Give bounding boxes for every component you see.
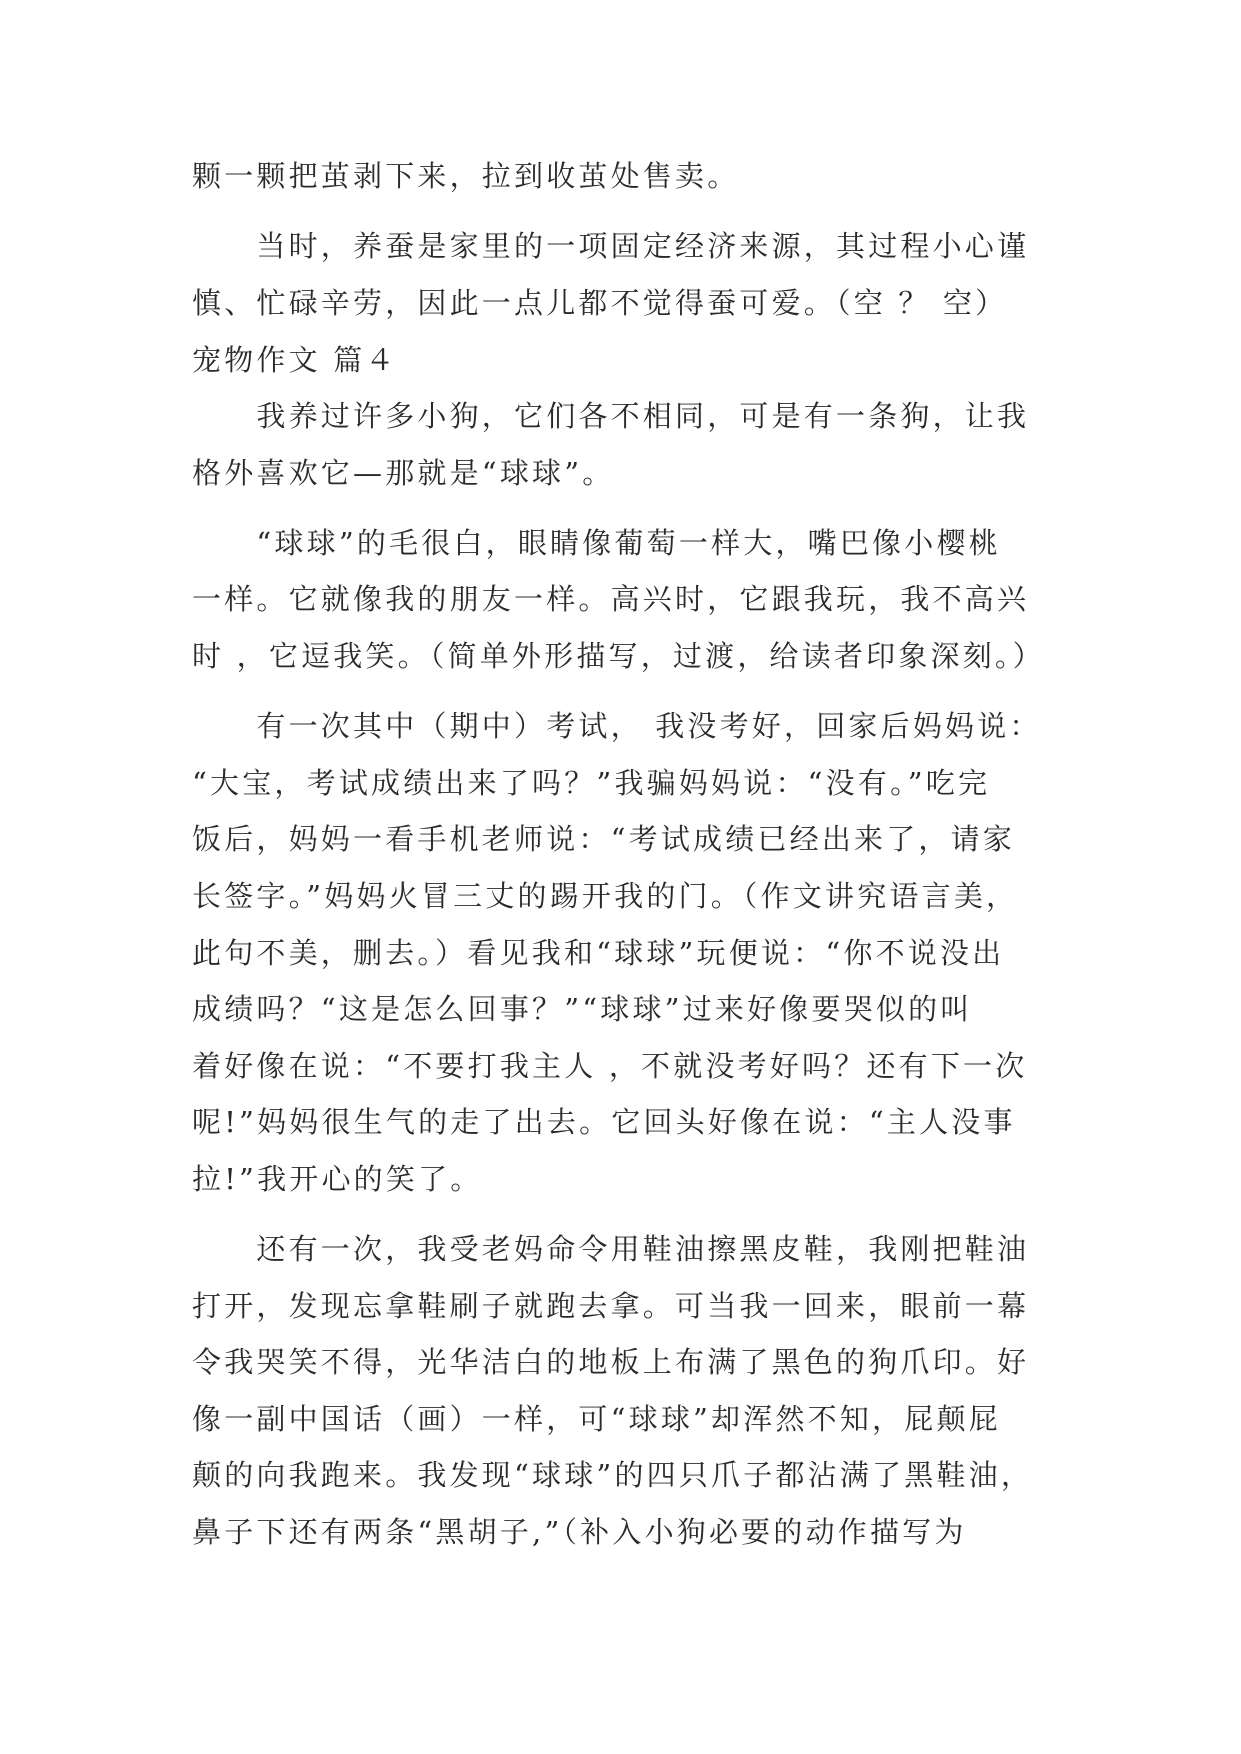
text-line-2: 当时，养蚕是家里的一项固定经济来源，其过程小心谨 <box>192 229 1030 263</box>
text-line-14: 此句不美，删去。）看见我和“球球”玩便说：“你不说没出 <box>192 936 1005 970</box>
text-line-20: 打开，发现忘拿鞋刷子就跑去拿。可当我一回来，眼前一幕 <box>192 1289 1030 1323</box>
text-line-8: 一样。它就像我的朋友一样。高兴时，它跟我玩，我不高兴 <box>192 582 1030 616</box>
text-line-1: 颗一颗把茧剥下来，拉到收茧处售卖。 <box>192 159 740 193</box>
text-line-10: 有一次其中（期中）考试， 我没考好，回家后妈妈说： <box>192 709 1042 743</box>
section-heading: 宠物作文 篇４ <box>192 343 398 377</box>
text-line-15: 成绩吗？“这是怎么回事？”“球球”过来好像要哭似的叫 <box>192 992 973 1026</box>
text-line-16: 着好像在说：“不要打我主人 ，不就没考好吗？还有下一次 <box>192 1049 1028 1083</box>
text-line-5: 我养过许多小狗，它们各不相同，可是有一条狗，让我 <box>192 399 1030 433</box>
text-line-24: 鼻子下还有两条“黑胡子,”（补入小狗必要的动作描写为 <box>192 1515 967 1549</box>
text-line-12: 饭后，妈妈一看手机老师说：“考试成绩已经出来了，请家 <box>192 822 1016 856</box>
text-line-21: 令我哭笑不得，光华洁白的地板上布满了黑色的狗爪印。好 <box>192 1345 1030 1379</box>
text-line-11: “大宝，考试成绩出来了吗？”我骗妈妈说：“没有。”吃完 <box>192 766 991 800</box>
text-line-13: 长签字。”妈妈火冒三丈的踢开我的门。（作文讲究语言美， <box>192 879 1019 913</box>
text-line-23: 颠的向我跑来。我发现“球球”的四只爪子都沾满了黑鞋油， <box>192 1458 1034 1492</box>
text-line-22: 像一副中国话（画）一样，可“球球”却浑然不知，屁颠屁 <box>192 1402 1001 1436</box>
text-line-6: 格外喜欢它—那就是“球球”。 <box>192 456 615 490</box>
text-line-19: 还有一次，我受老妈命令用鞋油擦黑皮鞋，我刚把鞋油 <box>192 1232 1030 1266</box>
text-line-18: 拉!”我开心的笑了。 <box>192 1162 483 1196</box>
text-line-9: 时 ，它逗我笑。（简单外形描写，过渡，给读者印象深刻。） <box>192 639 1045 673</box>
text-line-7: “球球”的毛很白，眼睛像葡萄一样大，嘴巴像小樱桃 <box>192 526 1001 560</box>
text-line-3: 慎、忙碌辛劳，因此一点儿都不觉得蚕可爱。（空 ？ 空） <box>192 286 1008 320</box>
text-line-17: 呢!”妈妈很生气的走了出去。它回头好像在说：“主人没事 <box>192 1105 1016 1139</box>
